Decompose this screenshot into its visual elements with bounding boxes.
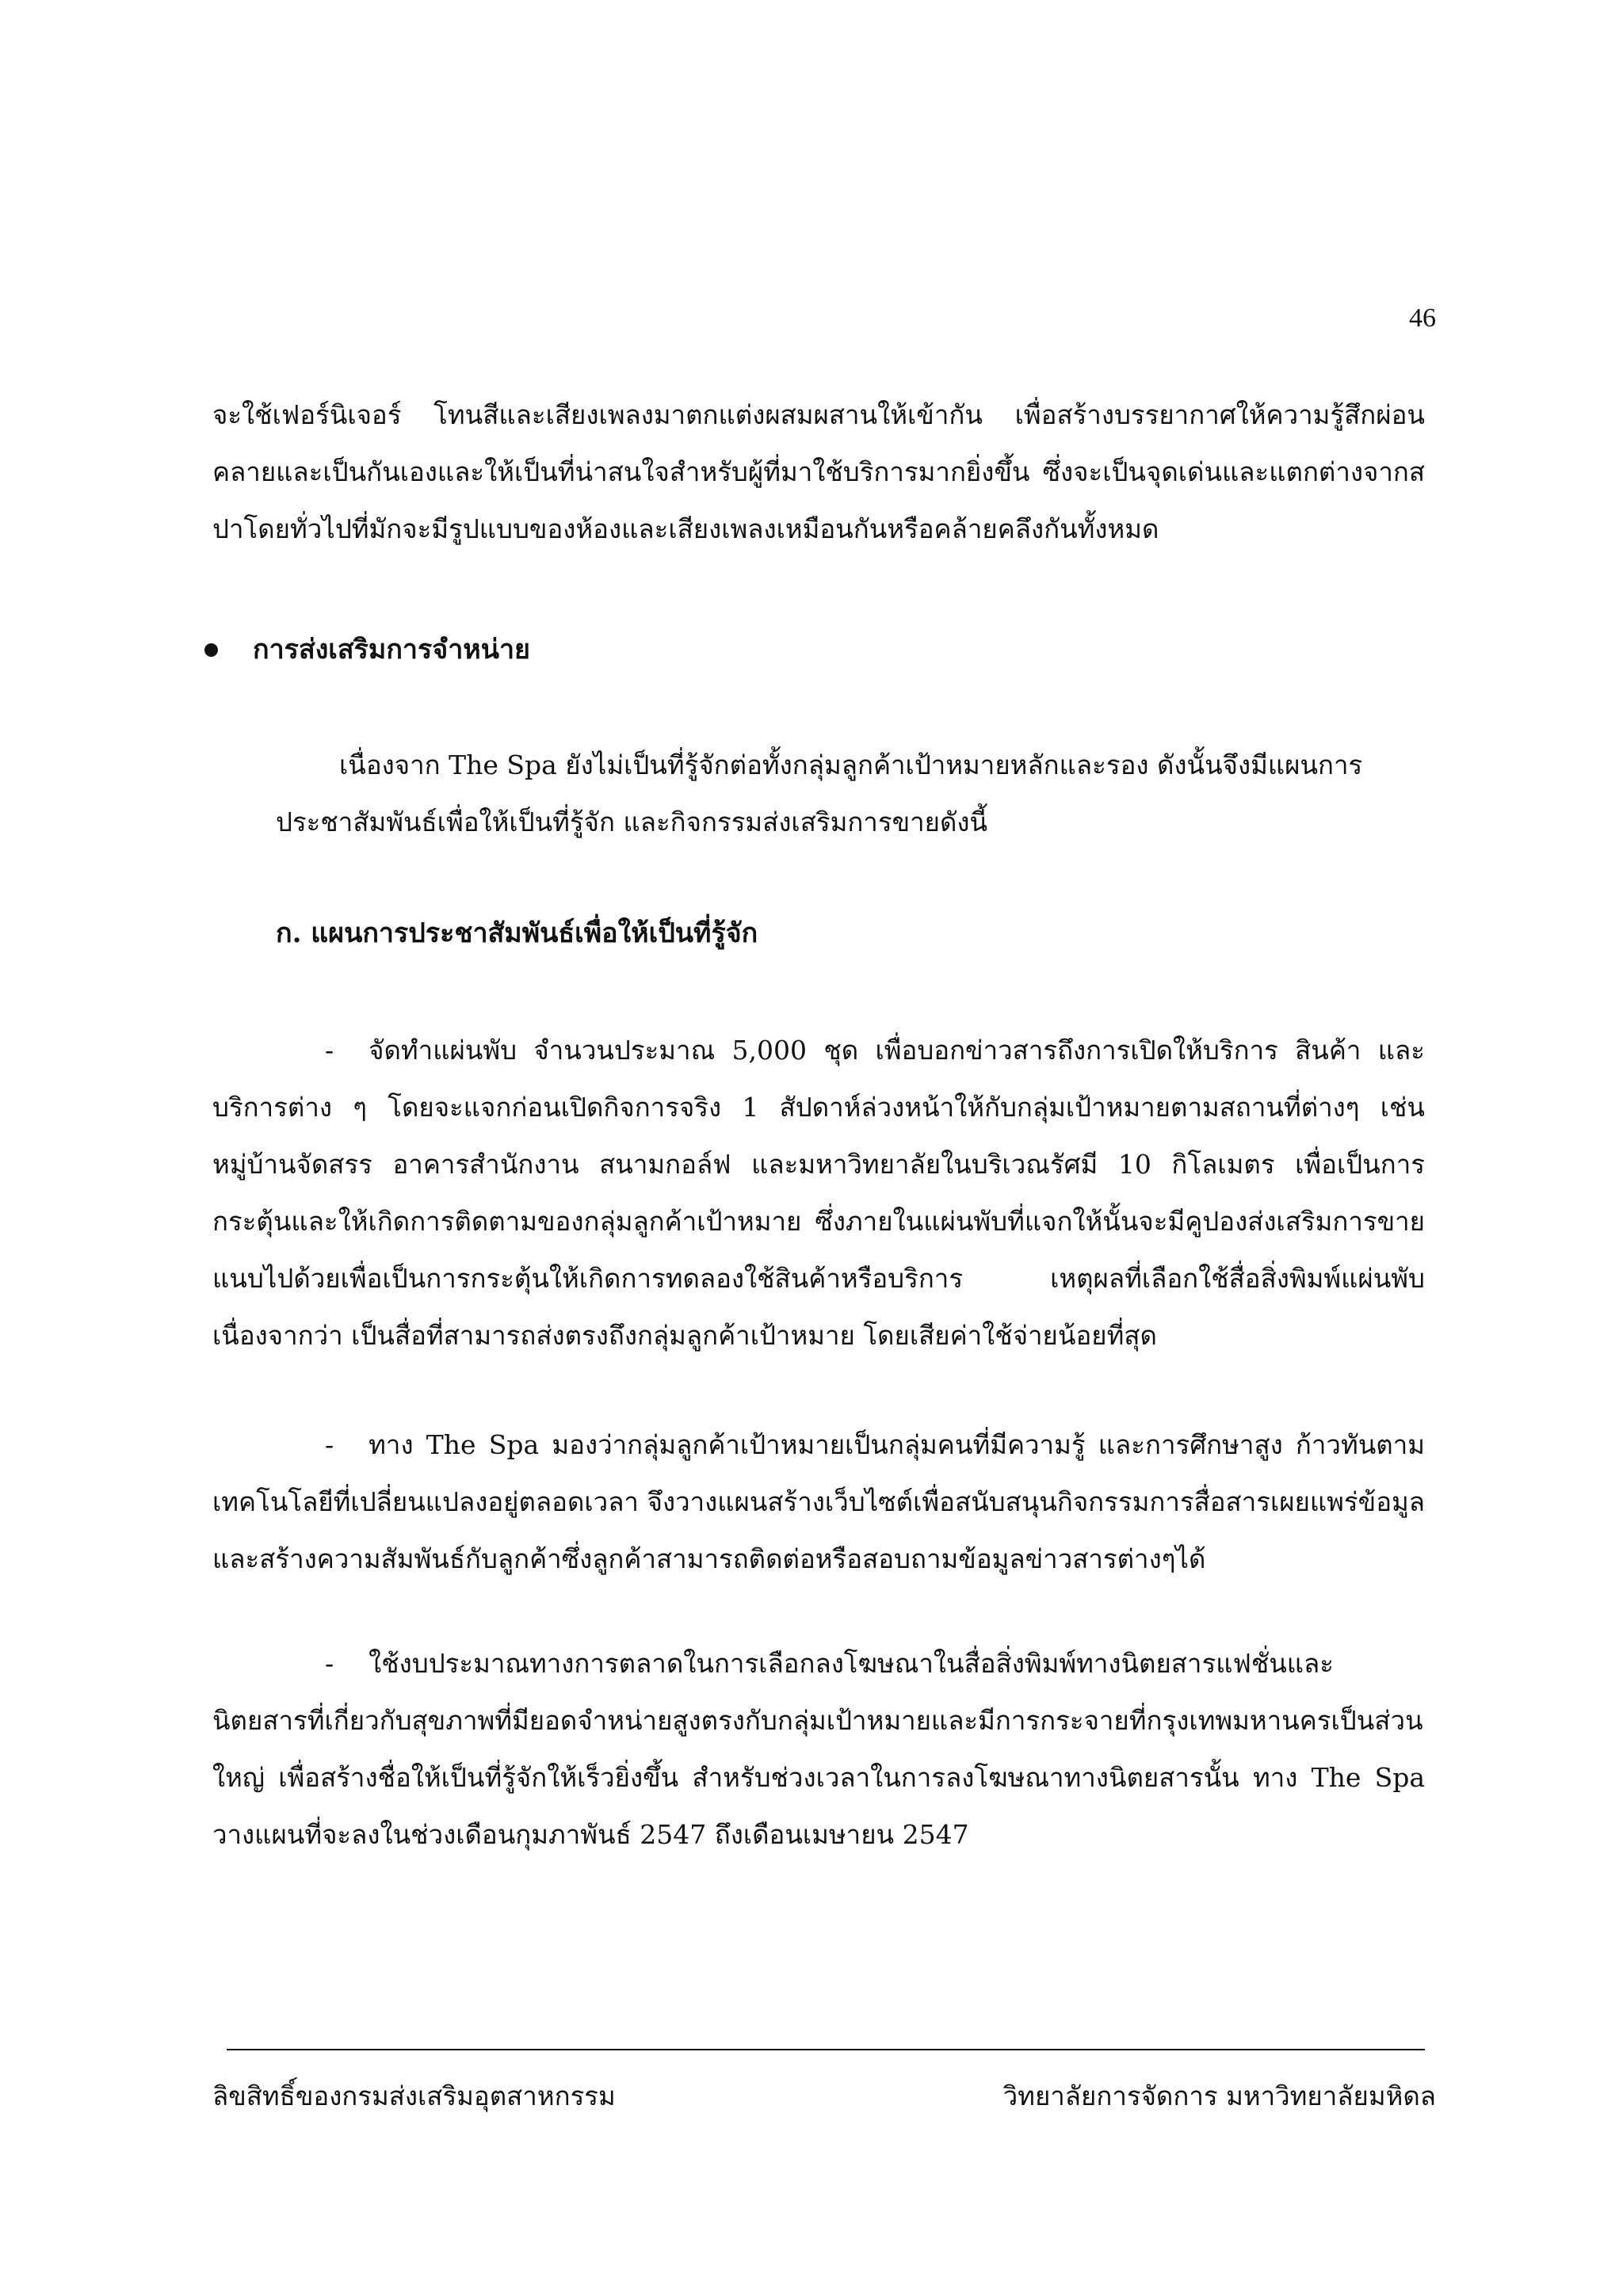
- footer-copyright: ลิขสิทธิ์ของกรมส่งเสริมอุตสาหกรรม: [212, 2081, 616, 2111]
- section-heading: [204, 621, 530, 678]
- section-intro-text: เนื่องจาก The Spa ยังไม่เป็นที่รู้จักต่อทั้งกลุ่มลูกค้าเป้าหมายหลักและรอง ดังนั้นจึงมีแผนการประชาสัมพันธ์เพื่อให้เป็นที่รู้จัก และกิจกรรมส่งเสริมการขายดังนี้: [276, 749, 1363, 837]
- dash-marker: -: [325, 1429, 334, 1460]
- dash-marker: -: [325, 1035, 334, 1066]
- list-item: [212, 1635, 1425, 1863]
- page-number: 46: [1409, 303, 1436, 333]
- footer-divider: [227, 2049, 1425, 2050]
- section-heading-text: การส่งเสริมการจำหน่าย: [253, 634, 530, 666]
- subsection-heading: ก. แผนการประชาสัมพันธ์เพื่อให้เป็นที่รู้จัก: [276, 917, 758, 949]
- list-item: [212, 1417, 1425, 1588]
- intro-paragraph: จะใช้เฟอร์นิเจอร์ โทนสีและเสียงเพลงมาตกแต่งผสมผสานให้เข้ากัน เพื่อสร้างบรรยากาศให้ความรู้สึกผ่อนคลายและเป็นกันเองและให้เป็นที่น่าสนใจสำหรับผู้ที่มาใช้บริการมากยิ่งขึ้น ซึ่งจะเป็นจุดเด่นและแตกต่างจากสปาโดยทั่วไปที่มักจะมีรูปแบบของห้องและเสียงเพลงเหมือนกันหรือคล้ายคลึงกันทั้งหมด: [212, 399, 1425, 544]
- section-intro-paragraph: [276, 737, 1425, 851]
- footer-institution: วิทยาลัยการจัดการ มหาวิทยาลัยมหิดล: [1002, 2081, 1436, 2111]
- bullet-icon: [204, 643, 218, 657]
- list-item-text: ทาง The Spa มองว่ากลุ่มลูกค้าเป้าหมายเป็นกลุ่มคนที่มีความรู้ และการศึกษาสูง ก้าวทันตามเทคโนโลยีที่เปลี่ยนแปลงอยู่ตลอดเวลา จึงวางแผนสร้างเว็บไซต์เพื่อสนับสนุนกิจกรรมการสื่อสารเผยแพร่ข้อมูลและสร้างความสัมพันธ์กับลูกค้าซึ่งลูกค้าสามารถติดต่อหรือสอบถามข้อมูลข่าวสารต่างๆได้: [212, 1429, 1425, 1574]
- dash-marker: -: [325, 1648, 334, 1679]
- list-item-text: จัดทำแผ่นพับ จำนวนประมาณ 5,000 ชุด เพื่อบอกข่าวสารถึงการเปิดให้บริการ สินค้า และบริการต่าง ๆ โดยจะแจกก่อนเปิดกิจการจริง 1 สัปดาห์ล่วงหน้าให้กับกลุ่มเป้าหมายตามสถานที่ต่างๆ เช่น หมู่บ้านจัดสรร อาคารสำนักงาน สนามกอล์ฟ และมหาวิทยาลัยในบริเวณรัศมี 10 กิโลเมตร เพื่อเป็นการกระตุ้นและให้เกิดการติดตามของกลุ่มลูกค้าเป้าหมาย ซึ่งภายในแผ่นพับที่แจกให้นั้นจะมีคูปองส่งเสริมการขายแนบไปด้วยเพื่อเป็นการกระตุ้นให้เกิดการทดลองใช้สินค้าหรือบริการ เหตุผลที่เลือกใช้สื่อสิ่งพิมพ์แผ่นพับเนื่องจากว่า เป็นสื่อที่สามารถส่งตรงถึงกลุ่มลูกค้าเป้าหมาย โดยเสียค่าใช้จ่ายน้อยที่สุด: [212, 1035, 1425, 1351]
- list-item-text: ใช้งบประมาณทางการตลาดในการเลือกลงโฆษณาในสื่อสิ่งพิมพ์ทางนิตยสารแฟชั่นและนิตยสารที่เกี่ยวกับสุขภาพที่มียอดจำหน่ายสูงตรงกับกลุ่มเป้าหมายและมีการกระจายที่กรุงเทพมหานครเป็นส่วนใหญ่ เพื่อสร้างชื่อให้เป็นที่รู้จักให้เร็วยิ่งขึ้น สำหรับช่วงเวลาในการลงโฆษณาทางนิตยสารนั้น ทาง The Spa วางแผนที่จะลงในช่วงเดือนกุมภาพันธ์ 2547 ถึงเดือนเมษายน 2547: [212, 1648, 1425, 1850]
- list-item: [212, 1022, 1425, 1364]
